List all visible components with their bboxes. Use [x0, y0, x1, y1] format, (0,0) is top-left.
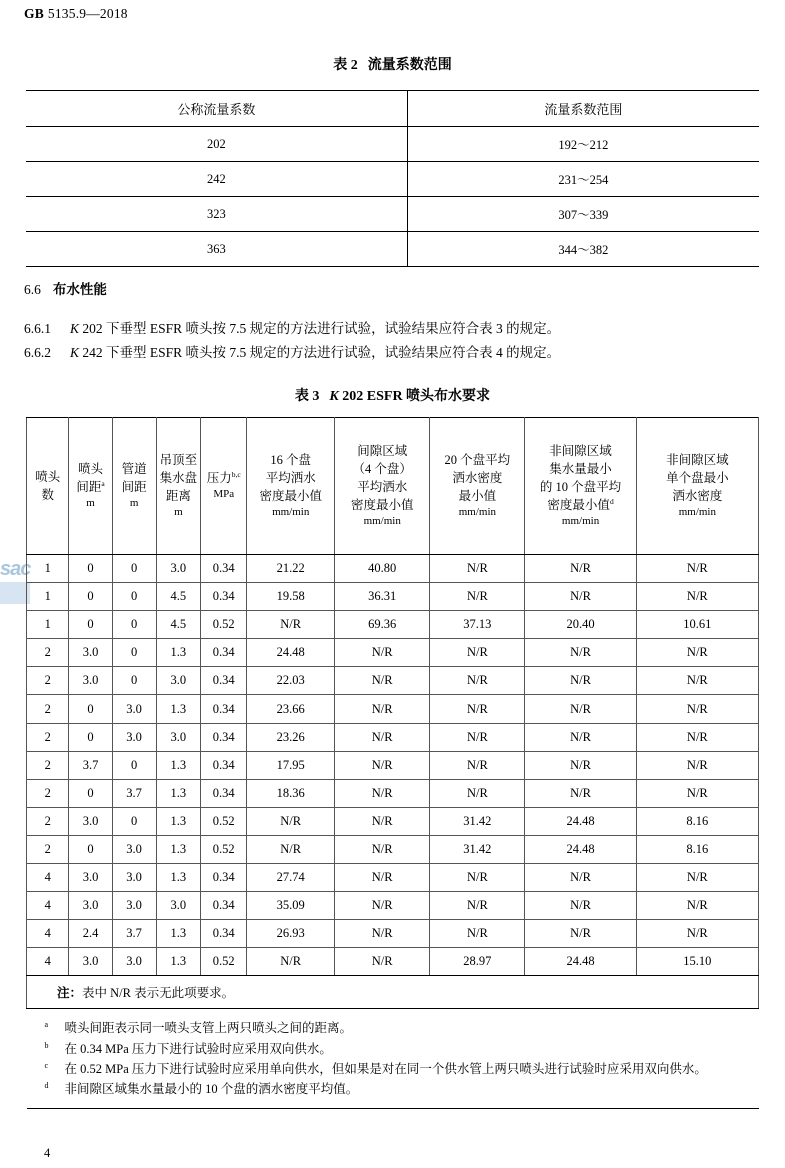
table3-cell: 24.48: [247, 639, 335, 667]
table-row: [27, 555, 759, 583]
clause-6-6-1: [24, 317, 560, 337]
table3-cell: 28.97: [430, 948, 525, 976]
footnote-c: c 在 0.52 MPa 压力下进行试验时应采用单向供水，但如果是对在同一个供水管上两只喷头进行试验时应采用双向供水。: [44, 1060, 707, 1076]
table3-col-header-8: 非间隙区域 集水量最小 的 10 个盘平均 密度最小值$^d$ mm/min: [525, 418, 636, 555]
table2-cell: 307～339: [407, 197, 759, 232]
table2-col-header-0: 公称流量系数: [26, 91, 407, 127]
table3-cell: 0.34: [201, 639, 247, 667]
table3-cell: 0.34: [201, 779, 247, 807]
table-row: [27, 583, 759, 611]
table-row: [26, 197, 759, 232]
table3-col-header-9: 非间隙区域 单个盘最小 洒水密度 mm/min: [636, 418, 758, 555]
table3-cell: 69.36: [335, 611, 430, 639]
table3-cell: N/R: [430, 892, 525, 920]
document-header: [24, 6, 128, 22]
table3-cell: N/R: [636, 723, 758, 751]
table3-cell: 36.31: [335, 583, 430, 611]
table3-cell: N/R: [430, 751, 525, 779]
table3-cell: 0: [112, 807, 156, 835]
table3-cell: 1: [27, 611, 69, 639]
table3-cell: 1: [27, 555, 69, 583]
table3-footnotes: [27, 1009, 759, 1109]
table-row: [27, 864, 759, 892]
table3-cell: 3.0: [156, 555, 201, 583]
table3-cell: 10.61: [636, 611, 758, 639]
table3-col-header-0: 喷头 数: [27, 418, 69, 555]
table3-cell: 21.22: [247, 555, 335, 583]
table3-cell: N/R: [430, 723, 525, 751]
table3-col-header-3: 吊顶至 集水盘 距离 m: [156, 418, 201, 555]
table3-cell: 0: [112, 639, 156, 667]
table3-cell: 3.0: [156, 892, 201, 920]
table-row: [26, 127, 759, 162]
table3-cell: 0.34: [201, 555, 247, 583]
table3-cell: 0.34: [201, 723, 247, 751]
table2-caption: [0, 54, 785, 74]
table3-cell: 23.66: [247, 695, 335, 723]
table3-cell: N/R: [430, 555, 525, 583]
clause-number: 6.6.1: [24, 321, 51, 336]
table-row: [27, 892, 759, 920]
table2-cell: 323: [26, 197, 407, 232]
table2-cell: 192～212: [407, 127, 759, 162]
standard-number: 5135.9—2018: [47, 6, 128, 21]
table3-cell: 0.34: [201, 892, 247, 920]
table3-title: 202 ESFR 喷头布水要求: [342, 389, 491, 404]
table3-cell: 2: [27, 723, 69, 751]
table3-cell: 0.34: [201, 695, 247, 723]
clause-text: 202 下垂型 ESFR 喷头按 7.5 规定的方法进行试验，试验结果应符合表 3 的规定。: [79, 321, 561, 336]
table3-cell: 4.5: [156, 583, 201, 611]
table3-k-symbol: K: [329, 389, 339, 404]
table3-cell: 0.34: [201, 751, 247, 779]
table3-cell: 1: [27, 583, 69, 611]
table-row: [27, 920, 759, 948]
table3-cell: 0: [69, 835, 112, 863]
table3-cell: 1.3: [156, 864, 201, 892]
table3-cell: 2: [27, 667, 69, 695]
table3-cell: 1.3: [156, 920, 201, 948]
table3-cell: 31.42: [430, 807, 525, 835]
clause-heading-number: 6.6: [24, 282, 41, 297]
note-label: 注：: [57, 986, 83, 1001]
table3-cell: N/R: [335, 751, 430, 779]
table3-cell: N/R: [525, 555, 636, 583]
table3-cell: N/R: [247, 835, 335, 863]
table3-col-header-7: 20 个盘平均 洒水密度 最小值 mm/min: [430, 418, 525, 555]
table-row: [26, 232, 759, 267]
table3-cell: 3.0: [69, 864, 112, 892]
table3-cell: 0: [69, 695, 112, 723]
table-row: [26, 162, 759, 197]
table3-cell: N/R: [636, 751, 758, 779]
clause-heading-title: 布水性能: [52, 282, 107, 297]
table-row: [27, 807, 759, 835]
table3-cell: N/R: [335, 779, 430, 807]
table3-cell: 20.40: [525, 611, 636, 639]
table3-cell: 0: [69, 555, 112, 583]
table3-cell: 0: [112, 583, 156, 611]
table-row: [27, 751, 759, 779]
clause-text: 242 下垂型 ESFR 喷头按 7.5 规定的方法进行试验，试验结果应符合表 4 的规定。: [79, 345, 561, 360]
table3-cell: 1.3: [156, 948, 201, 976]
table-row: [27, 667, 759, 695]
table3-cell: 3.0: [112, 892, 156, 920]
table3-col-header-4: 压力$^{b,c}$ MPa: [201, 418, 247, 555]
table3-cell: 2.4: [69, 920, 112, 948]
table3-cell: 2: [27, 639, 69, 667]
table3-cell: 0: [112, 611, 156, 639]
table3-cell: 4.5: [156, 611, 201, 639]
table3-col-header-2: 管道 间距 m: [112, 418, 156, 555]
table3-cell: N/R: [636, 892, 758, 920]
table3-cell: 3.0: [69, 892, 112, 920]
table3-cell: 1.3: [156, 807, 201, 835]
table3-cell: 0: [112, 555, 156, 583]
table3-cell: N/R: [335, 807, 430, 835]
table3-cell: N/R: [636, 583, 758, 611]
table3-cell: N/R: [636, 864, 758, 892]
table3-cell: 24.48: [525, 807, 636, 835]
table3-cell: 3.0: [156, 667, 201, 695]
table3-cell: 35.09: [247, 892, 335, 920]
table3-cell: 4: [27, 864, 69, 892]
table3-cell: 3.7: [69, 751, 112, 779]
table3-cell: N/R: [525, 920, 636, 948]
table3-cell: 4: [27, 892, 69, 920]
table3-cell: 8.16: [636, 835, 758, 863]
table3-cell: 1.3: [156, 779, 201, 807]
table3-cell: 3.0: [69, 807, 112, 835]
table3-col-header-1: 喷头 间距$^a$ m: [69, 418, 112, 555]
table3-cell: N/R: [430, 779, 525, 807]
table3-cell: N/R: [335, 835, 430, 863]
clause-heading-6-6: [24, 278, 107, 298]
table2-cell: 344～382: [407, 232, 759, 267]
table3-cell: N/R: [636, 639, 758, 667]
table3-cell: 3.0: [69, 667, 112, 695]
table3-cell: 2: [27, 751, 69, 779]
table3-cell: 0.34: [201, 583, 247, 611]
table3-cell: 2: [27, 807, 69, 835]
standard-prefix: GB: [24, 6, 44, 21]
table3-header-row: [27, 418, 759, 555]
table3-note: [27, 976, 759, 1009]
table3-cell: 26.93: [247, 920, 335, 948]
table3-cell: 24.48: [525, 948, 636, 976]
table2-body: [26, 127, 759, 267]
table2-header-row: [26, 91, 759, 127]
table3-cell: 0.52: [201, 835, 247, 863]
table3-cell: 0.52: [201, 948, 247, 976]
table3-cell: N/R: [525, 779, 636, 807]
table2-cell: 363: [26, 232, 407, 267]
table3-note-section: [27, 976, 759, 1109]
table-row: [27, 779, 759, 807]
k-symbol: K: [70, 321, 80, 336]
table-row: [27, 611, 759, 639]
table3-cell: N/R: [247, 948, 335, 976]
footnote-d: d 非间隙区域集水量最小的 10 个盘的洒水密度平均值。: [44, 1081, 359, 1097]
table-row: [27, 723, 759, 751]
table3-cell: 0: [69, 723, 112, 751]
clause-6-6-2: [24, 341, 560, 361]
table3-cell: N/R: [525, 695, 636, 723]
table3-cell: 3.0: [112, 948, 156, 976]
table3-cell: N/R: [335, 864, 430, 892]
table3-cell: N/R: [525, 583, 636, 611]
table3-cell: 0: [69, 611, 112, 639]
table3-label: 表 3: [294, 389, 320, 404]
table3-cell: N/R: [525, 864, 636, 892]
table3-cell: 3.0: [112, 723, 156, 751]
k-symbol: K: [70, 345, 80, 360]
table3-cell: N/R: [636, 555, 758, 583]
table3-cell: 2: [27, 695, 69, 723]
table3-cell: N/R: [430, 864, 525, 892]
table3-cell: 3.0: [69, 948, 112, 976]
table3-cell: N/R: [335, 639, 430, 667]
table3-cell: N/R: [335, 920, 430, 948]
table-row: [27, 948, 759, 976]
table3-cell: 1.3: [156, 695, 201, 723]
table-row: [27, 695, 759, 723]
table3-cell: 0.34: [201, 920, 247, 948]
table3-cell: 3.0: [156, 723, 201, 751]
table3-note-row: [27, 976, 759, 1009]
table3-cell: N/R: [335, 695, 430, 723]
table3-cell: 15.10: [636, 948, 758, 976]
table3-cell: 0: [69, 779, 112, 807]
table3-cell: N/R: [430, 695, 525, 723]
table-row: [27, 835, 759, 863]
table3: [26, 417, 759, 1109]
table3-cell: N/R: [430, 667, 525, 695]
table3-cell: 3.0: [112, 864, 156, 892]
table3-cell: 1.3: [156, 835, 201, 863]
table3-cell: 3.0: [69, 639, 112, 667]
table3-cell: 0.34: [201, 667, 247, 695]
table2-cell: 202: [26, 127, 407, 162]
table3-cell: 2: [27, 779, 69, 807]
table3-cell: N/R: [636, 779, 758, 807]
table3-cell: N/R: [430, 639, 525, 667]
table3-cell: N/R: [525, 639, 636, 667]
table3-cell: N/R: [430, 920, 525, 948]
table3-cell: 3.7: [112, 920, 156, 948]
table2-label: 表 2: [333, 58, 358, 73]
table3-cell: 31.42: [430, 835, 525, 863]
page-number: 4: [44, 1146, 51, 1160]
table3-cell: 0.34: [201, 864, 247, 892]
table3-cell: 0: [112, 667, 156, 695]
table3-cell: N/R: [636, 920, 758, 948]
footnote-a: a 喷头间距表示同一喷头支管上两只喷头之间的距离。: [44, 1020, 353, 1036]
table3-caption: [0, 385, 785, 405]
table2-title: 流量系数范围: [367, 58, 452, 73]
table2-cell: 231～254: [407, 162, 759, 197]
table3-cell: N/R: [525, 723, 636, 751]
table3-cell: 8.16: [636, 807, 758, 835]
watermark-fragment: sac: [0, 558, 31, 580]
table3-col-header-5: 16 个盘 平均洒水 密度最小值 mm/min: [247, 418, 335, 555]
table3-cell: 4: [27, 948, 69, 976]
table3-cell: N/R: [335, 723, 430, 751]
table2-cell: 242: [26, 162, 407, 197]
table3-cell: N/R: [335, 948, 430, 976]
table3-cell: N/R: [525, 667, 636, 695]
table3-cell: N/R: [247, 807, 335, 835]
table3-cell: 1.3: [156, 751, 201, 779]
clause-number: 6.6.2: [24, 345, 51, 360]
table3-col-header-6: 间隙区域 （4 个盘） 平均洒水 密度最小值 mm/min: [335, 418, 430, 555]
table3-cell: N/R: [335, 667, 430, 695]
footnote-b: b 在 0.34 MPa 压力下进行试验时应采用双向供水。: [44, 1040, 332, 1056]
table3-cell: N/R: [335, 892, 430, 920]
table3-cell: N/R: [525, 892, 636, 920]
table3-cell: 19.58: [247, 583, 335, 611]
table3-cell: 0: [112, 751, 156, 779]
table3-cell: 3.0: [112, 695, 156, 723]
table2: [26, 90, 759, 267]
note-text: 表中 N/R 表示无此项要求。: [82, 986, 235, 1001]
table3-cell: 3.0: [112, 835, 156, 863]
table3-cell: 4: [27, 920, 69, 948]
table3-footnotes-row: [27, 1009, 759, 1109]
table3-cell: 23.26: [247, 723, 335, 751]
table3-cell: 27.74: [247, 864, 335, 892]
table3-cell: 22.03: [247, 667, 335, 695]
table3-cell: 3.7: [112, 779, 156, 807]
table3-cell: 40.80: [335, 555, 430, 583]
table3-cell: N/R: [636, 695, 758, 723]
table3-cell: 0.52: [201, 611, 247, 639]
table3-cell: 0.52: [201, 807, 247, 835]
table3-cell: N/R: [247, 611, 335, 639]
table3-cell: 24.48: [525, 835, 636, 863]
table3-cell: N/R: [525, 751, 636, 779]
table3-cell: N/R: [430, 583, 525, 611]
table-row: [27, 639, 759, 667]
table3-cell: 1.3: [156, 639, 201, 667]
table3-cell: N/R: [636, 667, 758, 695]
table3-cell: 18.36: [247, 779, 335, 807]
table3-body: [27, 555, 759, 976]
table3-cell: 17.95: [247, 751, 335, 779]
table2-col-header-1: 流量系数范围: [407, 91, 759, 127]
table3-cell: 37.13: [430, 611, 525, 639]
table3-cell: 0: [69, 583, 112, 611]
table3-cell: 2: [27, 835, 69, 863]
